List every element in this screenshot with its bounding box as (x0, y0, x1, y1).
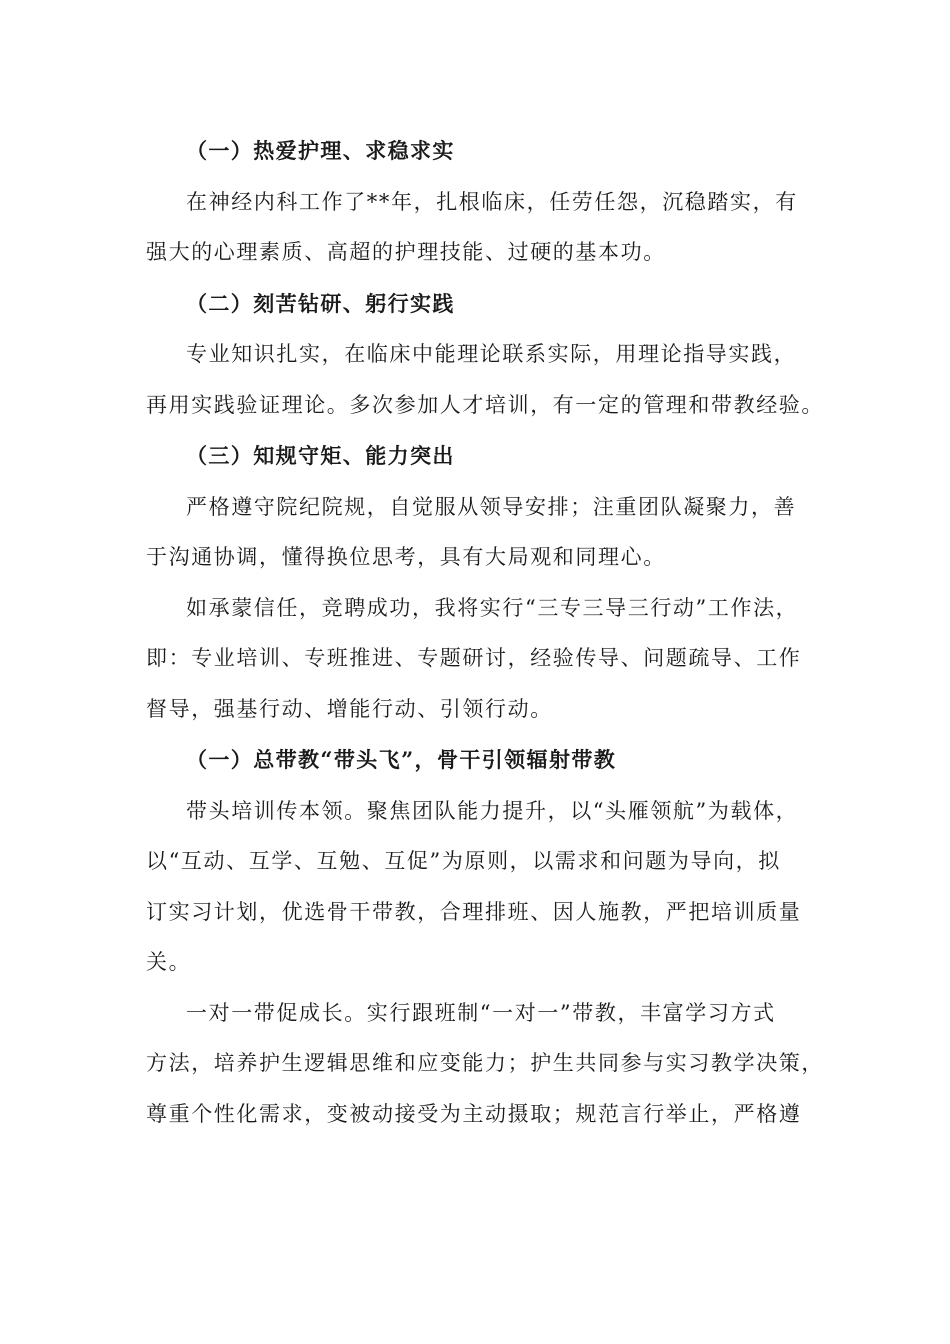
paragraph-line: 以“互动、互学、互勉、互促”为原则，以需求和问题为导向，拟 (146, 849, 781, 873)
paragraph-line: 再用实践验证理论。多次参加人才培训，有一定的管理和带教经验。 (146, 393, 824, 417)
paragraph-line: 方法，培养护生逻辑思维和应变能力；护生共同参与实习教学决策， (146, 1051, 824, 1075)
paragraph-line: 尊重个性化需求，变被动接受为主动摄取；规范言行举止，严格遵 (146, 1102, 802, 1126)
paragraph-line: 强大的心理素质、高超的护理技能、过硬的基本功。 (146, 240, 666, 264)
paragraph-line: 专业知识扎实，在临床中能理论联系实际，用理论指导实践， (186, 342, 797, 366)
paragraph-line: 带头培训传本领。聚焦团队能力提升，以“头雁领航”为载体， (186, 799, 799, 823)
paragraph-line: 督导，强基行动、增能行动、引领行动。 (146, 697, 553, 721)
paragraph-line: 即：专业培训、专班推进、专题研讨，经验传导、问题疏导、工作 (146, 646, 802, 670)
paragraph-line: 于沟通协调，懂得换位思考，具有大局观和同理心。 (146, 545, 666, 569)
section-heading-2: （二）刻苦钻研、躬行实践 (186, 291, 455, 316)
paragraph-line: 如承蒙信任，竞聘成功，我将实行“三专三导三行动”工作法， (186, 596, 799, 620)
paragraph-line: 关。 (146, 950, 192, 974)
paragraph-line: 在神经内科工作了**年，扎根临床，任劳任怨，沉稳踏实，有 (186, 190, 798, 214)
section-heading-1: （一）热爱护理、求稳求实 (186, 138, 455, 163)
paragraph-line: 严格遵守院纪院规，自觉服从领导安排；注重团队凝聚力，善 (186, 495, 797, 519)
paragraph-line: 一对一带促成长。实行跟班制“一对一”带教，丰富学习方式 (186, 1001, 776, 1025)
section-heading-3: （三）知规守矩、能力突出 (186, 443, 455, 468)
section-heading-4: （一）总带教“带头飞”，骨干引领辐射带教 (186, 747, 617, 772)
paragraph-line: 订实习计划，优选骨干带教，合理排班、因人施教，严把培训质量 (146, 900, 802, 924)
